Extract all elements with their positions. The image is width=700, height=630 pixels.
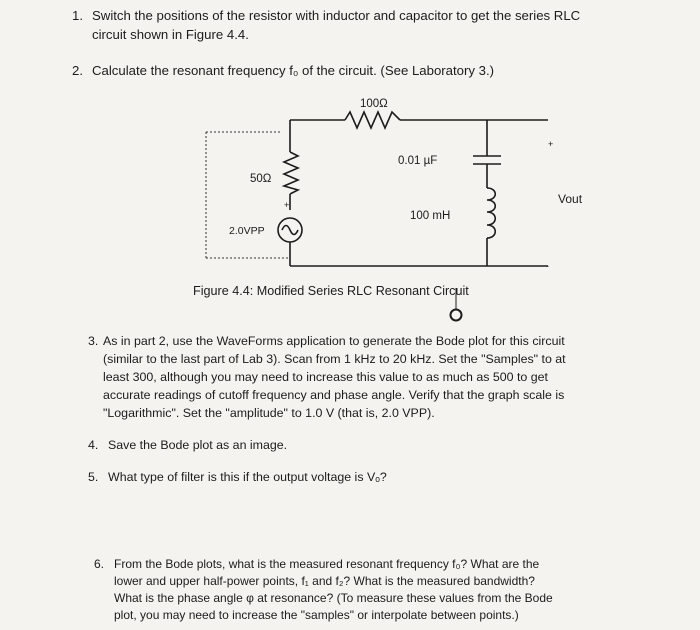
question-number: 5. [88,470,99,484]
question-line: accurate readings of cutoff frequency and phase angle. Verify that the graph scale is [103,388,565,402]
capacitor-symbol [473,156,501,164]
board-outline [206,132,290,258]
question-line: From the Bode plots, what is the measured resonant frequency f₀? What are the [114,557,540,571]
output-minus: - [546,261,549,271]
cursor-pointer [447,286,467,326]
question-1 [72,6,692,46]
question-line: What is the phase angle φ at resonance? (To measure these values from the Bode [114,591,553,605]
question-line: lower and upper half-power points, f₁ and f₂? What is the measured bandwidth? [114,574,535,588]
figure-caption: Figure 4.4: Modified Series RLC Resonant Circuit [193,284,469,298]
question-line: "Logarithmic". Set the "amplitude" to 1.0 V (that is, 2.0 VPP). [103,406,435,420]
circuit-diagram [0,90,700,290]
question-number: 3. [88,334,99,348]
question-number: 4. [88,438,99,452]
question-4 [88,436,688,456]
question-5 [88,468,688,488]
resistor-50-label: 50Ω [250,173,272,185]
question-number: 1. [72,8,83,23]
resistor-100-symbol [345,112,400,128]
question-text: Save the Bode plot as an image. [108,438,288,452]
question-line: (similar to the last part of Lab 3). Scan from 1 kHz to 20 kHz. Set the "Samples" to at [103,352,566,366]
question-text-cont: circuit shown in Figure 4.4. [92,27,249,42]
question-number: 2. [72,63,83,78]
question-3 [88,332,688,424]
source-plus: + [284,200,290,210]
question-number: 6. [94,557,105,571]
question-line: least 300, although you may need to increase this value to as much as 500 to get [103,370,548,384]
inductor-label: 100 mH [410,210,451,222]
output-label: Vout [558,192,583,206]
inductor-symbol [487,188,495,238]
question-text: Switch the positions of the resistor with inductor and capacitor to get the series RLC [92,8,581,23]
source-label: 2.0VPP [229,225,265,237]
question-line: As in part 2, use the WaveForms application to generate the Bode plot for this circuit [103,334,565,348]
question-text: What type of filter is this if the output voltage is Vₒ? [108,470,387,484]
question-line: plot, you may need to increase the "samples" or interpolate between points.) [114,608,519,622]
question-text: Calculate the resonant frequency f₀ of the circuit. (See Laboratory 3.) [92,63,495,78]
resistor-50-symbol [284,152,298,194]
capacitor-label: 0.01 µF [398,155,438,167]
output-plus: + [548,139,554,149]
question-6 [94,556,694,630]
resistor-100-label: 100Ω [360,98,388,110]
question-2 [72,61,692,81]
sine-wave-icon [282,226,298,235]
